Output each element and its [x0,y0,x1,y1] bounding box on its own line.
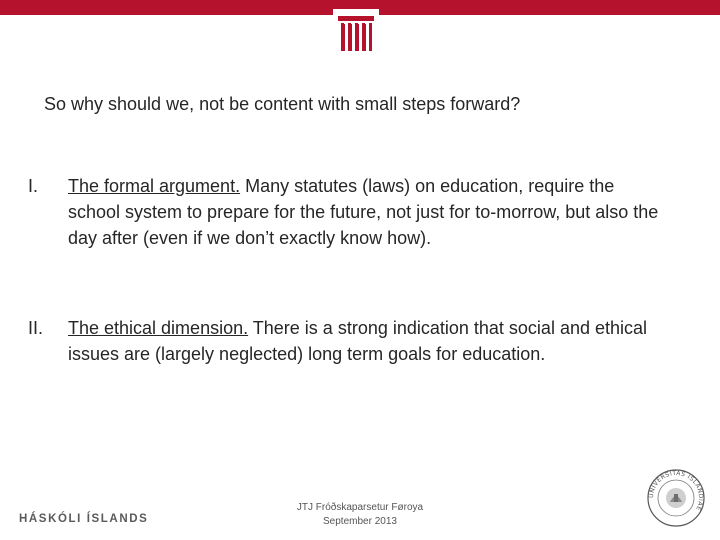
date-line: September 2013 [323,516,397,527]
argument-item-1 [28,173,668,283]
slide-question: So why should we, not be content with small steps forward? [44,94,521,114]
item-body: There is a strong indication that social and ethical issues are (largely neglected) long term goals for education. [68,318,648,364]
svg-text:UNIVERSITAS ISLANDIAE: UNIVERSITAS ISLANDIAE [647,469,705,512]
item-numeral: I. [28,176,39,196]
item-body: Many statutes (laws) on education, require the school system to prepare for the future, not just for to-morrow, but also the day after (even if we don’t exactly know how). [68,176,659,248]
item-numeral: II. [28,318,44,338]
item-text [68,315,668,367]
presenter-line: JTJ Fróðskaparsetur Føroya [296,502,424,513]
item-heading: The ethical dimension. [68,318,249,338]
item-text [68,173,668,251]
footer-credit [260,501,460,529]
university-wordmark: HÁSKÓLI ÍSLANDS [19,513,149,525]
item-heading: The formal argument. [68,176,241,196]
argument-item-2 [28,315,668,395]
university-columns-logo [333,9,379,55]
university-seal-icon [646,468,706,528]
